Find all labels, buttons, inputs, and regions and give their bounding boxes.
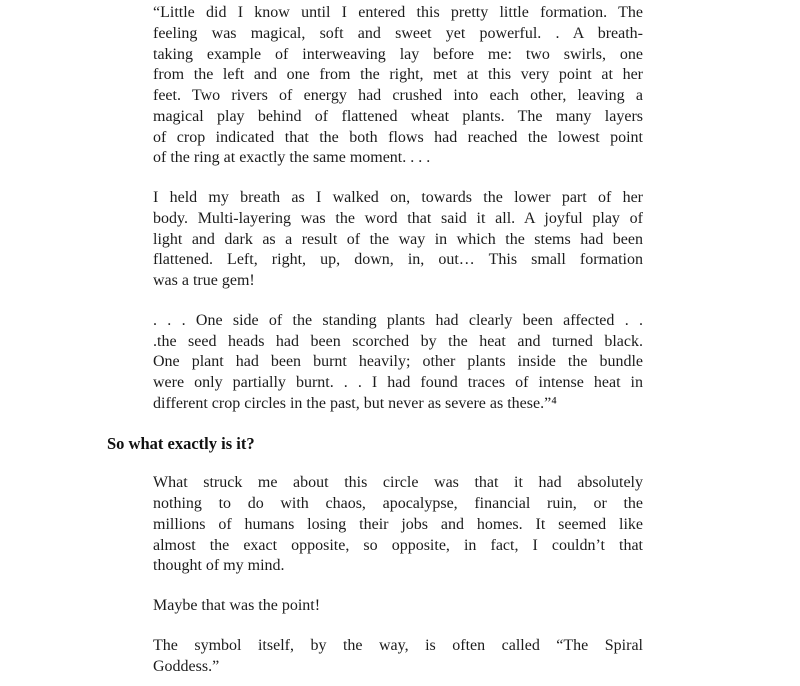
text-line: of crop indicated that the both flows had reached the lowest point	[153, 128, 643, 146]
text-line: I held my breath as I walked on, towards the lower part of her	[153, 189, 643, 206]
text-line: almost the exact opposite, so opposite, in fact, I couldn’t that	[153, 536, 643, 554]
text-line: was a true gem!	[153, 272, 255, 289]
text-line: . . . One side of the standing plants had clearly been affected . .	[153, 311, 643, 329]
text-line: taking example of interweaving lay before me: two swirls, one	[153, 45, 643, 63]
body-paragraph	[153, 473, 643, 577]
text-line: flattened. Left, right, up, down, in, out… This small formation	[153, 251, 643, 269]
text-line: feeling was magical, soft and sweet yet powerful. . A breath-	[153, 24, 643, 42]
text-line: The symbol itself, by the way, is often called “The Spiral	[153, 636, 643, 654]
text-line: magical play behind of flattened wheat plants. The many layers	[153, 107, 643, 125]
text-line: body. Multi-layering was the word that said it all. A joyful play of	[153, 209, 643, 227]
text-line: What struck me about this circle was that it had absolutely	[153, 474, 643, 492]
text-line: were only partially burnt. . . I had found traces of intense heat in	[153, 374, 643, 391]
body-paragraph	[153, 596, 643, 617]
text-line: light and dark as a result of the way in which the stems had been	[153, 230, 643, 248]
text-line: Maybe that was the point!	[153, 597, 321, 614]
text-line: different crop circles in the past, but never as severe as these.”⁴	[153, 394, 557, 412]
text-line: “Little did I know until I entered this pretty little formation. The	[153, 4, 643, 21]
text-line: .the seed heads had been scorched by the heat and turned black.	[153, 332, 643, 350]
quote-paragraph	[153, 188, 643, 292]
text-line: feet. Two rivers of energy had crushed into each other, leaving a	[153, 87, 643, 104]
text-line: from the left and one from the right, met at this very point at her	[153, 66, 643, 84]
text-line: of the ring at exactly the same moment. . . .	[153, 149, 431, 167]
text-line: Goddess.”	[153, 657, 220, 675]
section-heading: So what exactly is it?	[107, 433, 255, 453]
document-content	[107, 3, 643, 686]
text-line: One plant had been burnt heavily; other plants inside the bundle	[153, 353, 643, 371]
quote-paragraph	[153, 3, 643, 169]
body-paragraph	[153, 636, 643, 678]
quote-paragraph	[153, 311, 643, 415]
text-line: thought of my mind.	[153, 557, 285, 575]
text-line: nothing to do with chaos, apocalypse, financial ruin, or the	[153, 495, 643, 512]
text-line: millions of humans losing their jobs and homes. It seemed like	[153, 515, 643, 533]
